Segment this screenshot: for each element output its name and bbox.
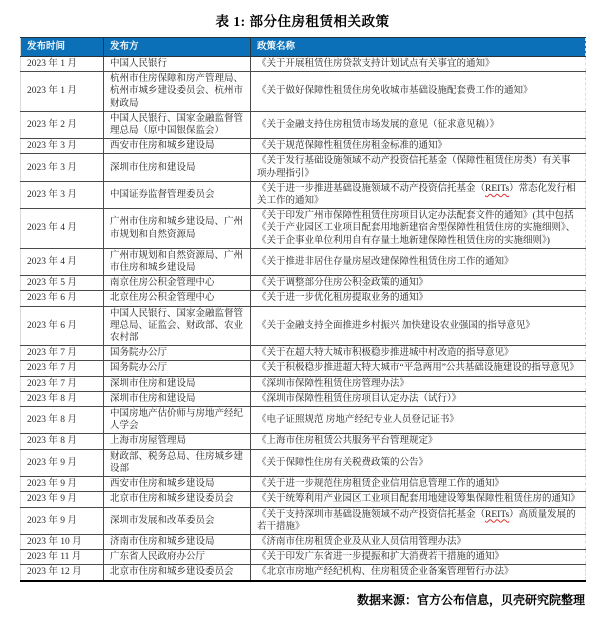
cell-policy-name: 《关于印发广东省进一步提振和扩大消费若干措施的通知》 (251, 550, 586, 565)
cell-publish-date: 2023 年 9 月 (21, 507, 104, 534)
table-row (21, 449, 586, 476)
cell-policy-name: 《关于积极稳步推进超大特大城市“平急两用”公共基础设施建设的指导意见》 (251, 361, 586, 376)
cell-publish-date: 2023 年 3 月 (21, 181, 104, 208)
table-title: 表 1: 部分住房租赁相关政策 (215, 14, 390, 29)
cell-publish-date: 2023 年 10 月 (21, 534, 104, 549)
cell-publish-date: 2023 年 9 月 (21, 492, 104, 507)
cell-publisher: 财政部、税务总局、住房城乡建设部 (104, 449, 251, 476)
cell-publish-date: 2023 年 8 月 (21, 391, 104, 406)
cell-publisher: 中国房地产估价师与房地产经纪人学会 (104, 407, 251, 434)
cell-policy-name: 《关于做好保障性租赁住房免收城市基础设施配套费工作的通知》 (251, 72, 586, 112)
policy-table (20, 37, 586, 582)
cell-publisher: 深圳市住房和建设局 (104, 391, 251, 406)
cell-policy-name: 《北京市房地产经纪机构、住房租赁企业备案管理暂行办法》 (251, 565, 586, 581)
cell-policy-name: 《关于进一步优化租房提取业务的通知》 (251, 291, 586, 306)
cell-publisher: 深圳市住房和建设局 (104, 154, 251, 181)
cell-publisher: 中国证券监督管理委员会 (104, 181, 251, 208)
cell-policy-name: 《深圳市保障性租赁住房项目认定办法（试行）》 (251, 391, 586, 406)
table-row (21, 139, 586, 154)
cell-publish-date: 2023 年 7 月 (21, 361, 104, 376)
table-row (21, 306, 586, 346)
cell-publisher: 国务院办公厅 (104, 361, 251, 376)
cell-publish-date: 2023 年 8 月 (21, 407, 104, 434)
cell-policy-name: 《关于印发广州市保障性租赁住房项目认定办法配套文件的通知》(其中包括《关于产业园区工业项目配套用地新建宿舍型保障性租赁住房的实施细则》、《关于企事业单位利用自有存量土地新建保障性租赁住房的实施细则》) (251, 209, 586, 249)
cell-publisher: 济南市住房和城乡建设局 (104, 534, 251, 549)
cell-publisher: 中国人民银行 (104, 57, 251, 72)
table-row (21, 291, 586, 306)
cell-publisher: 广州市规划和自然资源局、广州市住房和城乡建设局 (104, 248, 251, 275)
cell-policy-name: 《关于开展租赁住房贷款支持计划试点有关事宜的通知》 (257, 59, 495, 69)
cell-policy-name: 《关于发行基础设施领域不动产投资信托基金（保障性租赁住房类）有关事项办理指引》 (251, 154, 586, 181)
cell-publish-date: 2023 年 7 月 (21, 346, 104, 361)
cell-policy-name: 《关于金融支持全面推进乡村振兴 加快建设农业强国的指导意见》 (251, 306, 586, 346)
cell-publish-date: 2023 年 1 月 (21, 57, 104, 72)
reits-spellcheck-underline: REITs (485, 183, 510, 194)
table-row (21, 407, 586, 434)
cell-publish-date: 2023 年 6 月 (21, 291, 104, 306)
table-row (21, 72, 586, 112)
table-row (21, 534, 586, 549)
cell-publisher: 杭州市住房保障和房产管理局、杭州市城乡建设委员会、杭州市财政局 (104, 72, 251, 112)
cell-policy-name: 《济南市住房租赁企业及从业人员信用管理办法》 (251, 534, 586, 549)
cell-publish-date: 2023 年 4 月 (21, 209, 104, 249)
cell-publish-date: 2023 年 8 月 (21, 434, 104, 449)
cell-publisher: 深圳市发展和改革委员会 (104, 507, 251, 534)
cell-policy-name: 《关于保障性住房有关税费政策的公告》 (251, 449, 586, 476)
cell-publish-date: 2023 年 11 月 (21, 550, 104, 565)
cell-policy-name: 《关于支持深圳市基础设施领域不动产投资信托基金（REITs）高质量发展的若干措施》 (251, 507, 586, 534)
table-row (21, 361, 586, 376)
cell-publish-date: 2023 年 9 月 (21, 477, 104, 492)
table-row (21, 276, 586, 291)
cell-publish-date: 2023 年 5 月 (21, 276, 104, 291)
cell-publisher: 广州市住房和城乡建设局、广州市规划和自然资源局 (104, 209, 251, 249)
table-body (21, 57, 586, 581)
cell-policy-name: 《关于在超大特大城市积极稳步推进城中村改造的指导意见》 (251, 346, 586, 361)
table-row (21, 181, 586, 208)
table-row (21, 209, 586, 249)
table-row (21, 111, 586, 138)
table-row (21, 154, 586, 181)
table-row (21, 391, 586, 406)
cell-publisher: 西安市住房和城乡建设局 (104, 477, 251, 492)
table-row (21, 434, 586, 449)
cell-policy-name: 《关于进一步推进基础设施领域不动产投资信托基金（REITs）常态化发行相关工作的通知》 (251, 181, 586, 208)
table-row (21, 565, 586, 581)
cell-publisher: 深圳市住房和建设局 (104, 376, 251, 391)
cell-publish-date: 2023 年 6 月 (21, 306, 104, 346)
cell-policy-name: 《上海市住房租赁公共服务平台管理规定》 (251, 434, 586, 449)
cell-publisher: 北京市住房和城乡建设委员会 (104, 492, 251, 507)
cell-publish-date: 2023 年 12 月 (21, 565, 104, 581)
table-row (21, 550, 586, 565)
cell-policy-name: 《电子证照规范 房地产经纪专业人员登记证书》 (251, 407, 586, 434)
table-header-row (21, 38, 586, 57)
cell-publisher: 广东省人民政府办公厅 (104, 550, 251, 565)
cell-publisher: 北京住房公积金管理中心 (104, 291, 251, 306)
cell-policy-name: 《关于调整部分住房公积金政策的通知》 (251, 276, 586, 291)
cell-publisher: 中国人民银行、国家金融监督管理总局（原中国银保监会） (104, 111, 251, 138)
cell-policy-name: 《关于推进非居住存量房屋改建保障性租赁住房工作的通知》 (251, 248, 586, 275)
table-row (21, 248, 586, 275)
cell-policy-name: 《关于规范保障性租赁住房租金标准的通知》 (251, 139, 586, 154)
table-row (21, 346, 586, 361)
cell-publisher: 中国人民银行、国家金融监督管理总局、证监会、财政部、农业农村部 (104, 306, 251, 346)
cell-publish-date: 2023 年 7 月 (21, 376, 104, 391)
table-row (21, 57, 586, 72)
table-row (21, 477, 586, 492)
cell-publisher: 上海市房屋管理局 (104, 434, 251, 449)
cell-publish-date: 2023 年 4 月 (21, 248, 104, 275)
table-row (21, 376, 586, 391)
table-row (21, 507, 586, 534)
cell-policy-name: 《关于进一步规范住房租赁企业信用信息管理工作的通知》 (251, 477, 586, 492)
data-source-note: 数据来源：官方公布信息，贝壳研究院整理 (356, 592, 585, 607)
reits-spellcheck-underline: REITs (485, 509, 510, 520)
cell-publisher: 国务院办公厅 (104, 346, 251, 361)
column-header-publish-date: 发布时间 (21, 38, 104, 57)
cell-publish-date: 2023 年 3 月 (21, 139, 104, 154)
column-header-policy-name: 政策名称 (251, 38, 586, 57)
cell-policy-name: 《深圳市保障性租赁住房管理办法》 (251, 376, 586, 391)
cell-policy-name: 《关于统筹利用产业园区工业项目配套用地建设筹集保障性租赁住房的通知》 (251, 492, 586, 507)
cell-publisher: 西安市住房和城乡建设局 (104, 139, 251, 154)
column-header-publisher: 发布方 (104, 38, 251, 57)
cell-publish-date: 2023 年 1 月 (21, 72, 104, 112)
cell-publish-date: 2023 年 9 月 (21, 449, 104, 476)
cell-publish-date: 2023 年 2 月 (21, 111, 104, 138)
cell-publisher: 北京市住房和城乡建设委员会 (104, 565, 251, 581)
cell-policy-name: 《关于金融支持住房租赁市场发展的意见（征求意见稿）》 (251, 111, 586, 138)
table-row (21, 492, 586, 507)
cell-publish-date: 2023 年 3 月 (21, 154, 104, 181)
cell-publisher: 南京住房公积金管理中心 (104, 276, 251, 291)
